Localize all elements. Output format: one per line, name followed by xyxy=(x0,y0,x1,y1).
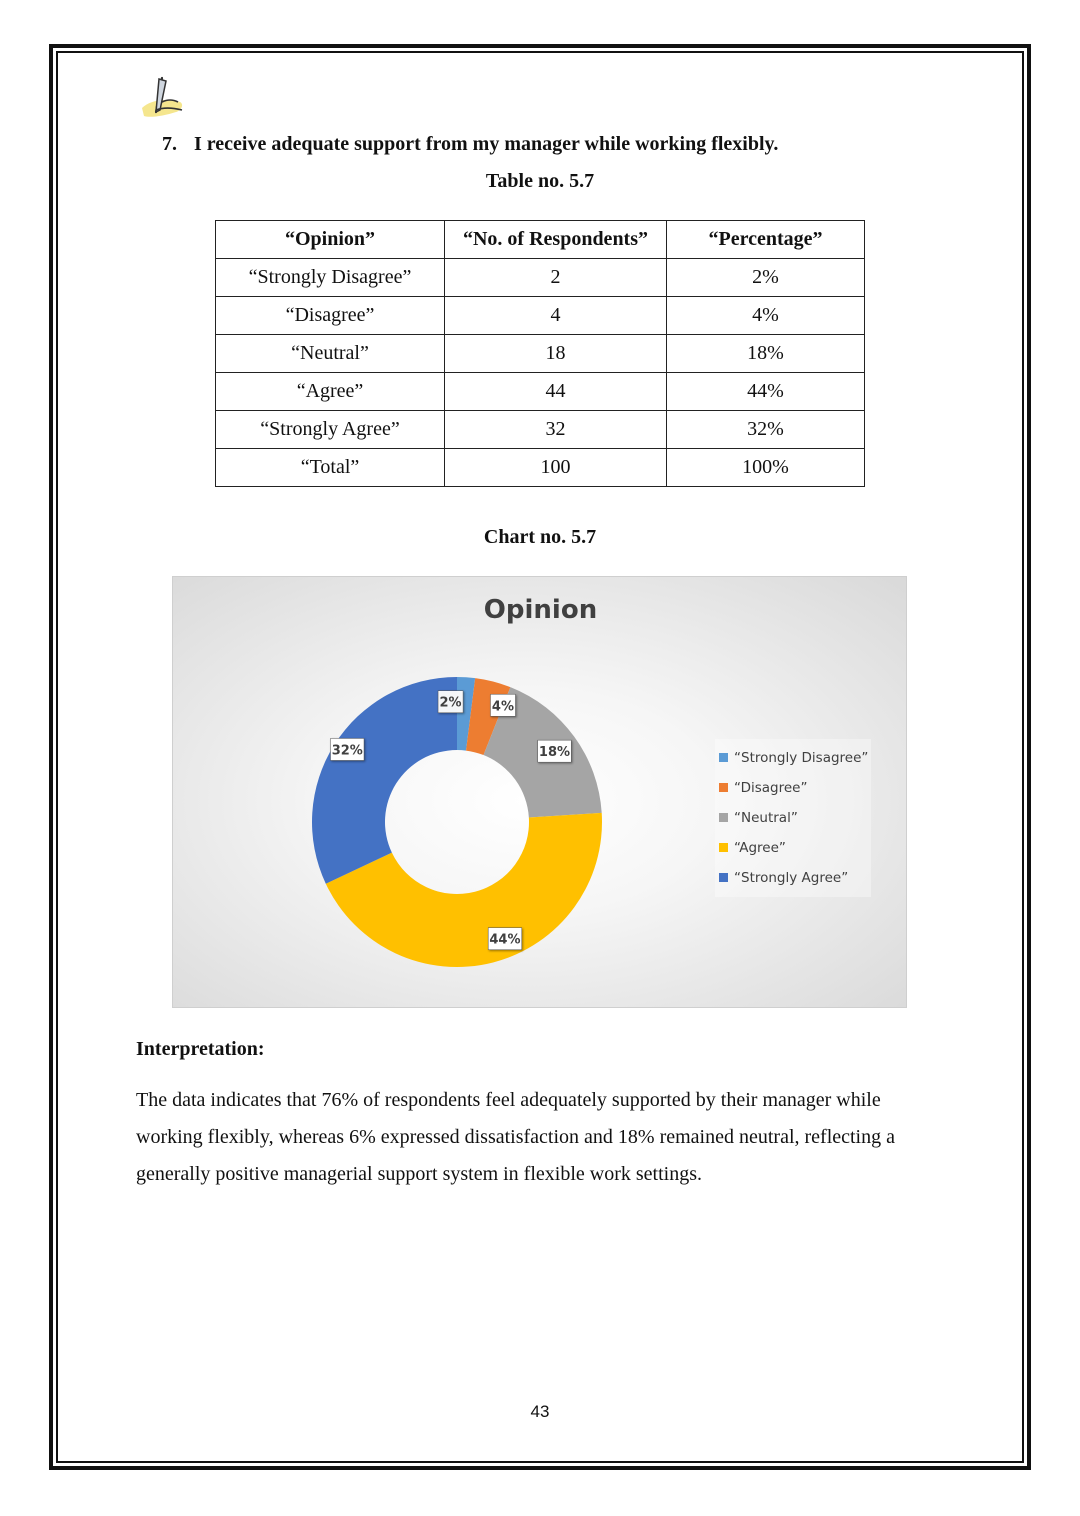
data-label-strongly-agree xyxy=(331,738,365,760)
header-opinion: “Opinion” xyxy=(216,221,445,259)
legend-label: “Strongly Agree” xyxy=(734,870,849,886)
pen-writing-icon xyxy=(136,72,192,122)
question-heading xyxy=(162,133,778,156)
legend-item-disagree xyxy=(719,773,871,803)
legend-label: “Disagree” xyxy=(734,780,808,796)
legend-swatch xyxy=(719,753,728,762)
svg-text:44%: 44% xyxy=(489,932,521,948)
legend-label: “Agree” xyxy=(734,840,786,856)
cell-percentage: 32% xyxy=(667,411,865,449)
cell-opinion: “Neutral” xyxy=(216,335,445,373)
page-number: 43 xyxy=(530,1402,550,1421)
table-row xyxy=(216,373,865,411)
header-percentage: “Percentage” xyxy=(667,221,865,259)
cell-percentage: 2% xyxy=(667,259,865,297)
table-row xyxy=(216,335,865,373)
table-header-row xyxy=(216,221,865,259)
data-label-strongly-disagree xyxy=(438,691,463,713)
cell-opinion: “Strongly Disagree” xyxy=(216,259,445,297)
legend-swatch xyxy=(719,783,728,792)
interpretation-text: The data indicates that 76% of respondents feel adequately supported by their manager while working flexibly, whereas 6% expressed dissatisfaction and 18% remained neutral, reflecting a generally positive managerial support system in flexible work settings. xyxy=(136,1089,895,1185)
legend-swatch xyxy=(719,873,728,882)
cell-opinion: “Disagree” xyxy=(216,297,445,335)
svg-text:18%: 18% xyxy=(538,745,571,761)
legend-item-strongly-agree xyxy=(719,863,871,893)
cell-respondents: 44 xyxy=(445,373,667,411)
legend-item-neutral xyxy=(719,803,871,833)
interpretation-heading: Interpretation: xyxy=(136,1038,265,1060)
cell-respondents: 18 xyxy=(445,335,667,373)
question-number: 7. xyxy=(162,133,177,155)
chart-title: Opinion xyxy=(483,595,598,625)
data-label-neutral xyxy=(538,740,572,762)
legend-swatch xyxy=(719,843,728,852)
cell-percentage: 44% xyxy=(667,373,865,411)
legend-item-strongly-disagree xyxy=(719,743,871,773)
svg-text:4%: 4% xyxy=(491,699,515,715)
legend-item-agree xyxy=(719,833,871,863)
cell-respondents: 2 xyxy=(445,259,667,297)
data-label-disagree xyxy=(490,694,515,716)
cell-respondents: 4 xyxy=(445,297,667,335)
legend-label: “Strongly Disagree” xyxy=(734,750,869,766)
svg-text:32%: 32% xyxy=(331,743,363,759)
chart-legend xyxy=(715,739,871,897)
table-row xyxy=(216,297,865,335)
table-row xyxy=(216,411,865,449)
chart-caption: Chart no. 5.7 xyxy=(483,526,597,548)
legend-swatch xyxy=(719,813,728,822)
table-row xyxy=(216,259,865,297)
svg-text:2%: 2% xyxy=(439,695,462,711)
cell-opinion: “Strongly Agree” xyxy=(216,411,445,449)
cell-respondents: 100 xyxy=(445,449,667,487)
doughnut-chart xyxy=(172,576,907,1008)
cell-percentage: 18% xyxy=(667,335,865,373)
responses-table xyxy=(215,220,865,487)
cell-percentage: 100% xyxy=(667,449,865,487)
question-text: I receive adequate support from my manager while working flexibly. xyxy=(194,133,779,155)
header-respondents: “No. of Respondents” xyxy=(445,221,667,259)
slice-strongly-agree xyxy=(312,677,457,884)
table-row-total xyxy=(216,449,865,487)
legend-label: “Neutral” xyxy=(734,810,798,826)
table-caption: Table no. 5.7 xyxy=(485,170,595,192)
cell-opinion: “Agree” xyxy=(216,373,445,411)
data-label-agree xyxy=(488,928,522,950)
cell-respondents: 32 xyxy=(445,411,667,449)
cell-opinion: “Total” xyxy=(216,449,445,487)
cell-percentage: 4% xyxy=(667,297,865,335)
